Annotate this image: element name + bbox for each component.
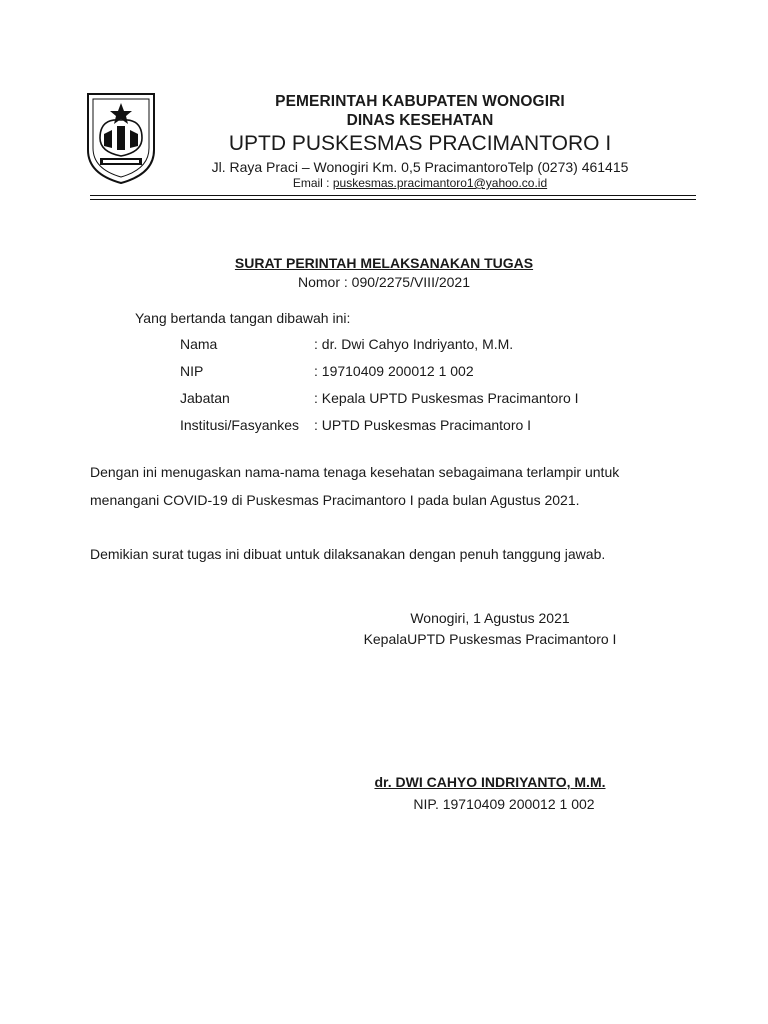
email-line xyxy=(150,176,690,190)
assignment-line-1: Dengan ini menugaskan nama-nama tenaga kesehatan sebagaimana terlampir untuk xyxy=(90,464,620,480)
identity-row-name xyxy=(180,335,579,362)
identity-key: Institusi/Fasyankes xyxy=(180,417,300,433)
closing-paragraph: Demikian surat tugas ini dibuat untuk dilaksanakan dengan penuh tanggung jawab. xyxy=(90,546,606,562)
government-name: PEMERINTAH KABUPATEN WONOGIRI xyxy=(275,93,565,110)
department-name: DINAS KESEHATAN xyxy=(346,112,494,129)
identity-row-nip xyxy=(180,362,579,389)
assignment-paragraph xyxy=(90,458,690,514)
document-title xyxy=(0,254,768,272)
institution-name: UPTD PUSKESMAS PRACIMANTORO I xyxy=(228,132,612,155)
email-link[interactable]: puskesmas.pracimantoro1@yahoo.co.id xyxy=(332,176,548,190)
address-line: Jl. Raya Praci – Wonogiri Km. 0,5 PracimantoroTelp (0273) 461415 xyxy=(211,159,629,175)
wonogiri-regency-emblem-icon xyxy=(84,90,158,186)
signer-name: dr. DWI CAHYO INDRIYANTO, M.M. xyxy=(374,774,606,790)
assignment-line-2: menangani COVID-19 di Puskesmas Pracimantoro I pada bulan Agustus 2021. xyxy=(90,492,580,508)
signer-position: KepalaUPTD Puskesmas Pracimantoro I xyxy=(363,631,617,647)
identity-key: NIP xyxy=(180,363,204,379)
identity-table xyxy=(180,335,579,443)
identity-value: : Kepala UPTD Puskesmas Pracimantoro I xyxy=(314,390,579,406)
letterhead-rule-thick xyxy=(90,195,696,196)
letterhead xyxy=(150,92,690,190)
identity-key: Nama xyxy=(180,336,218,352)
identity-value: : dr. Dwi Cahyo Indriyanto, M.M. xyxy=(314,336,514,352)
identity-value: : UPTD Puskesmas Pracimantoro I xyxy=(314,417,532,433)
document-title-text: SURAT PERINTAH MELAKSANAKAN TUGAS xyxy=(234,255,534,271)
signature-block xyxy=(340,608,640,650)
identity-row-position xyxy=(180,389,579,416)
document-number: Nomor : 090/2275/VIII/2021 xyxy=(298,274,470,290)
place-date: Wonogiri, 1 Agustus 2021 xyxy=(410,610,570,626)
signer-nip: NIP. 19710409 200012 1 002 xyxy=(413,796,595,812)
identity-row-institution xyxy=(180,416,579,443)
identity-key: Jabatan xyxy=(180,390,230,406)
identity-value: : 19710409 200012 1 002 xyxy=(314,363,474,379)
letterhead-rule-thin xyxy=(90,199,696,200)
intro-text: Yang bertanda tangan dibawah ini: xyxy=(135,310,351,326)
email-label: Email : xyxy=(292,176,333,190)
